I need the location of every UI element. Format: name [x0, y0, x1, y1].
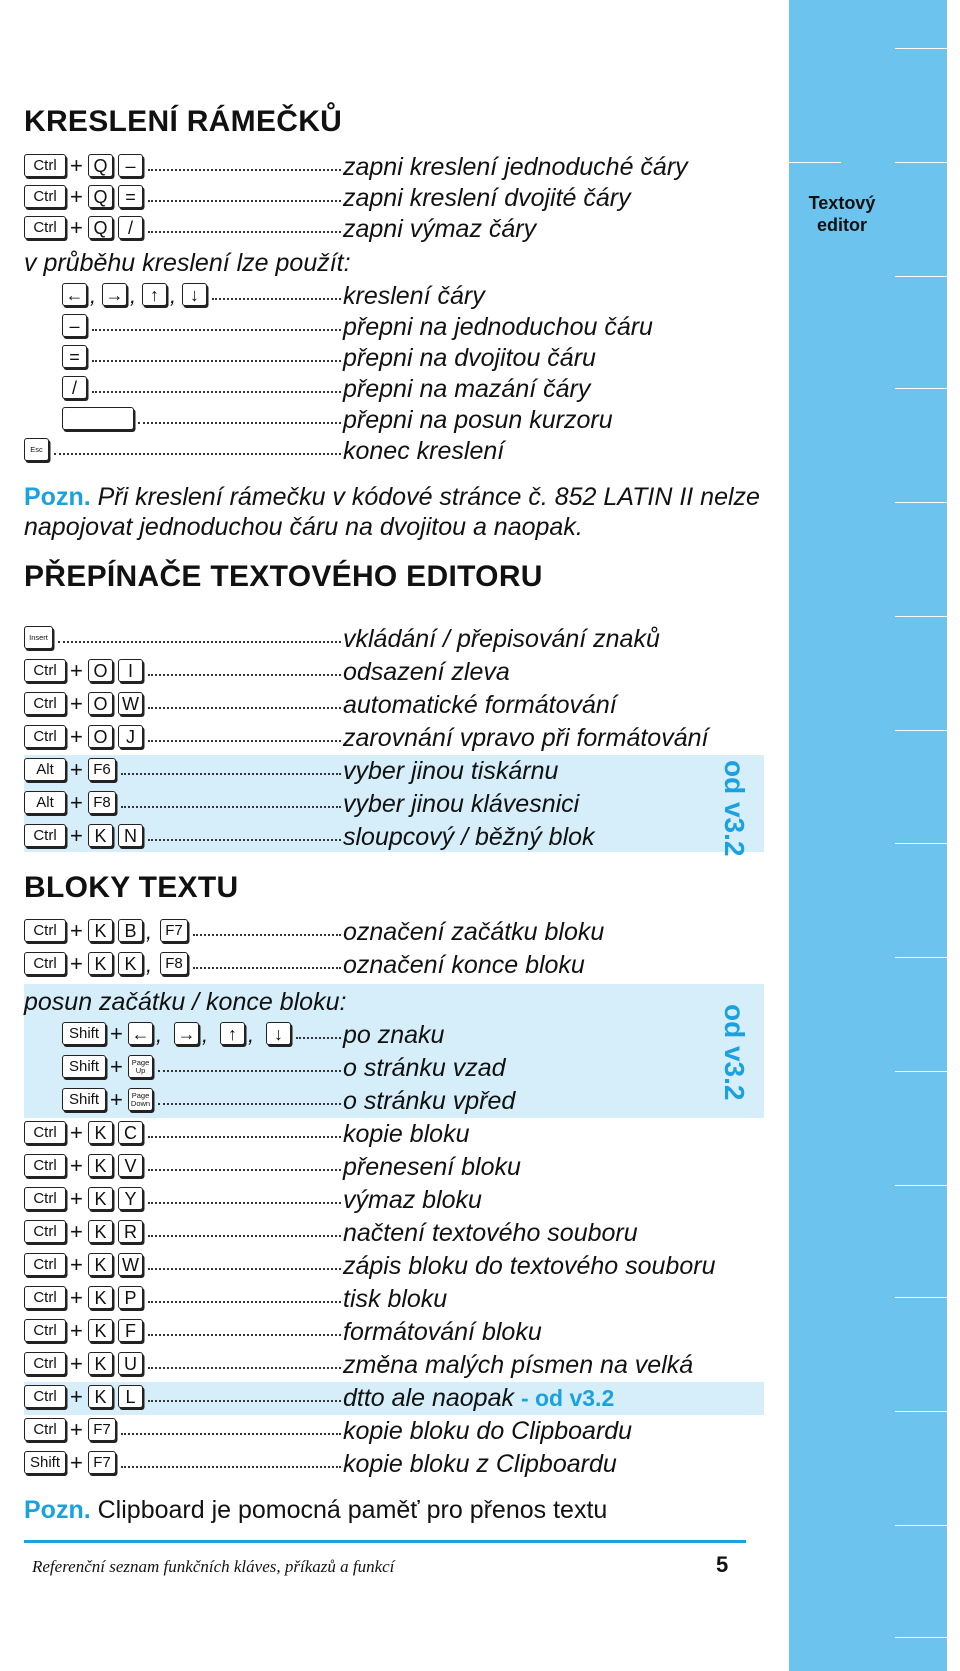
plus-sign: + — [70, 1318, 83, 1343]
plus-sign: + — [70, 1252, 83, 1277]
shortcut-description: přepni na mazání čáry — [343, 375, 591, 403]
leader-dots — [138, 422, 341, 424]
plus-sign: + — [70, 1120, 83, 1145]
shortcut-description: změna malých písmen na velká — [343, 1351, 694, 1379]
esc-key: Esc — [24, 438, 49, 461]
leader-dots — [121, 773, 341, 775]
key-cap: Ctrl — [24, 919, 66, 942]
key-cap: Ctrl — [24, 185, 66, 208]
shortcut-description — [343, 1383, 614, 1413]
space-key — [62, 407, 134, 430]
plus-sign: + — [70, 1285, 83, 1310]
leader-dots — [212, 298, 341, 300]
key-cap: Ctrl — [24, 1187, 66, 1210]
shortcut-description: přenesení bloku — [343, 1153, 521, 1181]
arrow-right-icon: → — [102, 283, 127, 306]
shortcut-description: vyber jinou tiskárnu — [343, 757, 559, 785]
arrow-down-icon: ↓ — [266, 1022, 291, 1045]
sidebar-tick — [895, 388, 947, 389]
key-cap: K — [88, 1187, 113, 1210]
plus-sign: + — [70, 1450, 83, 1475]
key-cap: O — [88, 659, 113, 682]
comma: , — [90, 283, 97, 308]
leader-dots — [296, 1037, 341, 1039]
shortcut-description: kopie bloku — [343, 1120, 470, 1148]
key-cap: J — [118, 725, 143, 748]
shortcut-description: o stránku vpřed — [343, 1087, 516, 1115]
leader-dots — [58, 641, 341, 643]
shortcut-description: vkládání / přepisování znaků — [343, 625, 660, 653]
key-cap: Ctrl — [24, 725, 66, 748]
key-cap: Ctrl — [24, 1154, 66, 1177]
leader-dots — [148, 1400, 341, 1402]
plus-sign: + — [70, 153, 83, 178]
key-cap: Alt — [24, 791, 66, 814]
leader-dots — [92, 391, 341, 393]
arrow-left-icon: ← — [128, 1022, 153, 1045]
shortcut-description: označení začátku bloku — [343, 918, 605, 946]
key-cap: Ctrl — [24, 216, 66, 239]
key-cap: Ctrl — [24, 1220, 66, 1243]
sidebar-tick — [895, 957, 947, 958]
key-cap: K — [88, 1253, 113, 1276]
sidebar-tick — [895, 1637, 947, 1638]
arrow-left-icon: ← — [62, 283, 87, 306]
leader-dots — [148, 169, 341, 171]
leader-dots — [148, 1202, 341, 1204]
shortcut-description: zapni kreslení jednoduché čáry — [343, 153, 688, 181]
shortcut-description: kopie bloku do Clipboardu — [343, 1417, 633, 1445]
leader-dots — [148, 1136, 341, 1138]
shortcut-description: kopie bloku z Clipboardu — [343, 1450, 617, 1478]
note-label: Pozn. — [24, 1496, 91, 1524]
sidebar-title-line1: Textový — [808, 193, 876, 213]
shortcut-description: přepni na jednoduchou čáru — [343, 313, 653, 341]
plus-sign: + — [70, 918, 83, 943]
comma: , — [170, 283, 177, 308]
shortcut-description: automatické formátování — [343, 691, 617, 719]
key-cap: K — [88, 1121, 113, 1144]
comma: , — [130, 283, 137, 308]
shortcut-description: zarovnání vpravo při formátování — [343, 724, 709, 752]
key-cap: K — [88, 919, 113, 942]
shortcut-description: odsazení zleva — [343, 658, 510, 686]
key-cap: = — [62, 345, 87, 368]
key-cap: F7 — [160, 919, 188, 942]
key-cap: Ctrl — [24, 1319, 66, 1342]
sidebar-title-line2: editor — [816, 215, 867, 235]
leader-dots — [92, 329, 341, 331]
shortcut-description: tisk bloku — [343, 1285, 448, 1313]
plus-sign: + — [110, 1087, 123, 1112]
plus-sign: + — [110, 1021, 123, 1046]
comma: , — [146, 952, 153, 977]
key-cap: L — [118, 1385, 143, 1408]
key-cap: – — [62, 314, 87, 337]
key-cap: F — [118, 1319, 143, 1342]
plus-sign: + — [70, 951, 83, 976]
intro-text: posun začátku / konce bloku: — [24, 988, 347, 1016]
section-heading-kresleni: KRESLENÍ RÁMEČKŮ — [24, 105, 343, 138]
sidebar-tick — [895, 162, 947, 163]
note-text: Při kreslení rámečku v kódové stránce č. 852 LATIN II nelze — [97, 483, 760, 511]
note-paragraph — [24, 481, 760, 513]
shortcut-description: sloupcový / běžný blok — [343, 823, 595, 851]
shortcut-description: vyber jinou klávesnici — [343, 790, 580, 818]
sidebar-tick — [789, 162, 841, 163]
key-cap: Ctrl — [24, 1121, 66, 1144]
shortcut-description: po znaku — [343, 1021, 445, 1049]
leader-dots — [148, 674, 341, 676]
shortcut-description: zápis bloku do textového souboru — [343, 1252, 716, 1280]
plus-sign: + — [70, 658, 83, 683]
arrow-right-icon: → — [174, 1022, 199, 1045]
plus-sign: + — [110, 1054, 123, 1079]
key-cap: W — [118, 1253, 143, 1276]
leader-dots — [148, 231, 341, 233]
note-text-line2: napojovat jednoduchou čáru na dvojitou a naopak. — [24, 513, 583, 541]
key-cap: Ctrl — [24, 1352, 66, 1375]
shortcut-description: formátování bloku — [343, 1318, 542, 1346]
key-cap: Ctrl — [24, 952, 66, 975]
version-label: od v3.2 — [719, 760, 750, 857]
leader-dots — [92, 360, 341, 362]
leader-dots — [158, 1070, 341, 1072]
sidebar-title — [789, 192, 895, 236]
section-heading-prepinace: PŘEPÍNAČE TEXTOVÉHO EDITORU — [24, 560, 543, 593]
leader-dots — [148, 839, 341, 841]
key-cap: C — [118, 1121, 143, 1144]
key-cap: – — [118, 154, 143, 177]
key-cap: Q — [88, 154, 113, 177]
key-cap: K — [88, 824, 113, 847]
sidebar-tick — [895, 1185, 947, 1186]
sidebar-tick — [895, 1297, 947, 1298]
shortcut-description: přepni na posun kurzoru — [343, 406, 613, 434]
leader-dots — [121, 806, 341, 808]
sidebar-tick — [895, 276, 947, 277]
intro-text: v průběhu kreslení lze použít: — [24, 249, 351, 277]
key-cap: Ctrl — [24, 1253, 66, 1276]
leader-dots — [121, 1433, 341, 1435]
key-cap: K — [88, 1220, 113, 1243]
leader-dots — [148, 740, 341, 742]
key-cap: = — [118, 185, 143, 208]
key-cap: K — [88, 1385, 113, 1408]
leader-dots — [148, 1235, 341, 1237]
leader-dots — [148, 1301, 341, 1303]
key-cap: K — [88, 1154, 113, 1177]
comma: , — [248, 1022, 255, 1047]
comma: , — [156, 1022, 163, 1047]
key-cap: N — [118, 824, 143, 847]
plus-sign: + — [70, 757, 83, 782]
key-cap: / — [118, 216, 143, 239]
version-accent: - od v3.2 — [520, 1385, 615, 1411]
key-cap: Shift — [62, 1088, 106, 1111]
leader-dots — [148, 200, 341, 202]
key-cap: V — [118, 1154, 143, 1177]
shortcut-description: načtení textového souboru — [343, 1219, 638, 1247]
plus-sign: + — [70, 691, 83, 716]
key-cap: Ctrl — [24, 1286, 66, 1309]
key-cap: O — [88, 692, 113, 715]
key-cap: K — [88, 1286, 113, 1309]
key-cap: Ctrl — [24, 692, 66, 715]
comma: , — [202, 1022, 209, 1047]
sidebar-tick — [895, 48, 947, 49]
key-cap: B — [118, 919, 143, 942]
key-cap: R — [118, 1220, 143, 1243]
sidebar-tick — [895, 1525, 947, 1526]
leader-dots — [121, 1466, 341, 1468]
leader-dots — [193, 934, 341, 936]
plus-sign: + — [70, 790, 83, 815]
leader-dots — [148, 707, 341, 709]
leader-dots — [148, 1169, 341, 1171]
plus-sign: + — [70, 1219, 83, 1244]
plus-sign: + — [70, 1153, 83, 1178]
shortcut-description-text: dtto ale naopak — [343, 1384, 514, 1412]
plus-sign: + — [70, 184, 83, 209]
key-cap: O — [88, 725, 113, 748]
shortcut-description: výmaz bloku — [343, 1186, 482, 1214]
leader-dots — [148, 1268, 341, 1270]
plus-sign: + — [70, 1384, 83, 1409]
key-cap: K — [118, 952, 143, 975]
key-cap: Alt — [24, 758, 66, 781]
shortcut-description: o stránku vzad — [343, 1054, 506, 1082]
sidebar-tick — [895, 1411, 947, 1412]
sidebar-tick — [895, 730, 947, 731]
key-cap: Ctrl — [24, 659, 66, 682]
shortcut-description: kreslení čáry — [343, 282, 485, 310]
key-cap: / — [62, 376, 87, 399]
key-cap: F7 — [88, 1451, 116, 1474]
leader-dots — [148, 1367, 341, 1369]
shortcut-description: přepni na dvojitou čáru — [343, 344, 596, 372]
plus-sign: + — [70, 215, 83, 240]
note-paragraph — [24, 1494, 607, 1526]
plus-sign: + — [70, 1351, 83, 1376]
shortcut-description: zapni výmaz čáry — [343, 215, 537, 243]
key-cap: Ctrl — [24, 1385, 66, 1408]
key-cap: K — [88, 1319, 113, 1342]
arrow-down-icon: ↓ — [182, 283, 207, 306]
key-cap: F8 — [88, 791, 116, 814]
key-cap: Shift — [62, 1022, 106, 1045]
plus-sign: + — [70, 1186, 83, 1211]
shortcut-description: zapni kreslení dvojité čáry — [343, 184, 631, 212]
key-cap: K — [88, 1352, 113, 1375]
key-cap: W — [118, 692, 143, 715]
leader-dots — [158, 1103, 341, 1105]
plus-sign: + — [70, 823, 83, 848]
key-cap: F6 — [88, 758, 116, 781]
key-cap: Y — [118, 1187, 143, 1210]
key-cap: Shift — [62, 1055, 106, 1078]
page-down-key: Page Down — [128, 1088, 153, 1111]
insert-key: Insert — [24, 626, 53, 649]
arrow-up-icon: ↑ — [220, 1022, 245, 1045]
shortcut-description: konec kreslení — [343, 437, 505, 465]
plus-sign: + — [70, 1417, 83, 1442]
leader-dots — [148, 1334, 341, 1336]
key-cap: K — [88, 952, 113, 975]
shortcut-description: označení konce bloku — [343, 951, 585, 979]
key-cap: Ctrl — [24, 154, 66, 177]
version-label: od v3.2 — [719, 1004, 750, 1101]
key-cap: Ctrl — [24, 824, 66, 847]
key-cap: Q — [88, 216, 113, 239]
comma: , — [146, 919, 153, 944]
arrow-up-icon: ↑ — [142, 283, 167, 306]
key-cap: F8 — [160, 952, 188, 975]
sidebar-tick — [895, 843, 947, 844]
sidebar-tick — [895, 1071, 947, 1072]
plus-sign: + — [70, 724, 83, 749]
footer-divider — [24, 1540, 746, 1543]
sidebar — [789, 0, 947, 1671]
sidebar-tick — [895, 616, 947, 617]
key-cap: P — [118, 1286, 143, 1309]
key-cap: Ctrl — [24, 1418, 66, 1441]
sidebar-tick — [895, 502, 947, 503]
page-up-key: Page Up — [128, 1055, 153, 1078]
page-number: 5 — [716, 1552, 729, 1577]
key-cap: Q — [88, 185, 113, 208]
key-cap: Shift — [24, 1451, 66, 1474]
key-cap: I — [118, 659, 143, 682]
note-text: Clipboard je pomocná paměť pro přenos textu — [97, 1496, 608, 1524]
section-heading-bloky: BLOKY TEXTU — [24, 871, 239, 904]
note-label: Pozn. — [24, 483, 91, 511]
key-cap: F7 — [88, 1418, 116, 1441]
key-cap: U — [118, 1352, 143, 1375]
footer-text: Referenční seznam funkčních kláves, příkazů a funkcí — [32, 1557, 395, 1576]
leader-dots — [54, 453, 341, 455]
leader-dots — [193, 967, 341, 969]
